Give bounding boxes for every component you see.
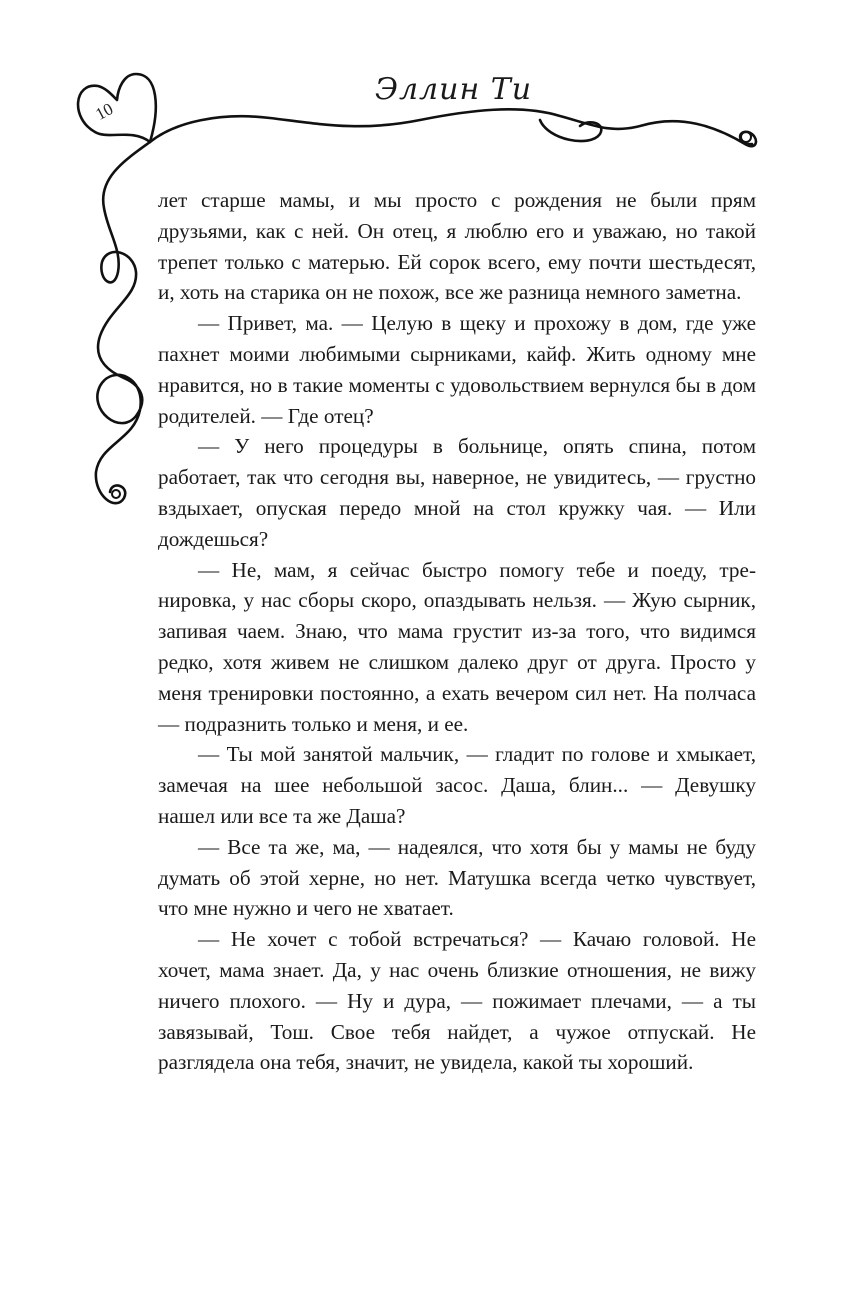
heart-frame [78, 74, 156, 142]
header-flourish-loop [540, 120, 601, 141]
paragraph: — Не хочет с тобой встречаться? — Качаю головой. Не хочет, мама знает. Да, у нас очень близкие отношения, не вижу ничего плохого. — Ну и дура, — пожимает плечами, — а ты завязывай, Тош. Свое тебя найдет, а чужое отпускай. Не разглядела она тебя, значит, не увидела, какой ты хороший. [158, 927, 756, 1075]
paragraph: — Все та же, ма, — надеялся, что хотя бы у мамы не буду думать об этой херне, но нет. Матушка всегда четко чувствует, что мне нужно и чего не хватает. [158, 834, 756, 921]
side-vine [96, 142, 150, 503]
spiral-ornament [741, 132, 751, 142]
body-text [158, 185, 756, 1078]
paragraph: — Ты мой занятой мальчик, — гладит по голове и хмыкает, замечая на шее небольшой засос. Даша, блин... — Девушку нашел или все та же Даша? [158, 742, 756, 828]
paragraph: — Не, мам, я сейчас быстро помогу тебе и поеду, тренировка, у нас сборы скоро, опаздывать нельзя. — Жую сырник, запивая чаем. Знаю, что мама грустит из-за того, что видимся редко, хотя живем не слишком далеко друг от друга. Просто у меня тренировки постоянно, а ехать вечером сил нет. На полчаса — подразнить только и меня, и ее. [158, 557, 756, 736]
paragraph: лет старше мамы, и мы просто с рождения не были прям друзьями, как с ней. Он отец, я люблю его и уважаю, но такой трепет только с матерью. Ей сорок всего, ему почти шестьдесят, и, хоть на старика он не похож, все же разница немного заметна. [158, 188, 756, 305]
paragraph: — Привет, ма. — Целую в щеку и прохожу в дом, где уже пахнет моими любимыми сырниками, кайф. Жить одному мне нравится, но в такие моменты с удовольствием вернулся бы в дом родителей. — Где отец? [158, 311, 756, 428]
paragraph: — У него процедуры в больнице, опять спина, потом работает, так что сегодня вы, наверное, не увидитесь, — грустно вздыхает, опуская передо мной на стол кружку чая. — Или дождешься? [158, 434, 756, 551]
running-title: Эллин Ти [375, 72, 533, 107]
header-flourish-line [150, 109, 756, 146]
page-number: 10 [92, 99, 117, 124]
spiral-ornament-small [112, 490, 120, 498]
